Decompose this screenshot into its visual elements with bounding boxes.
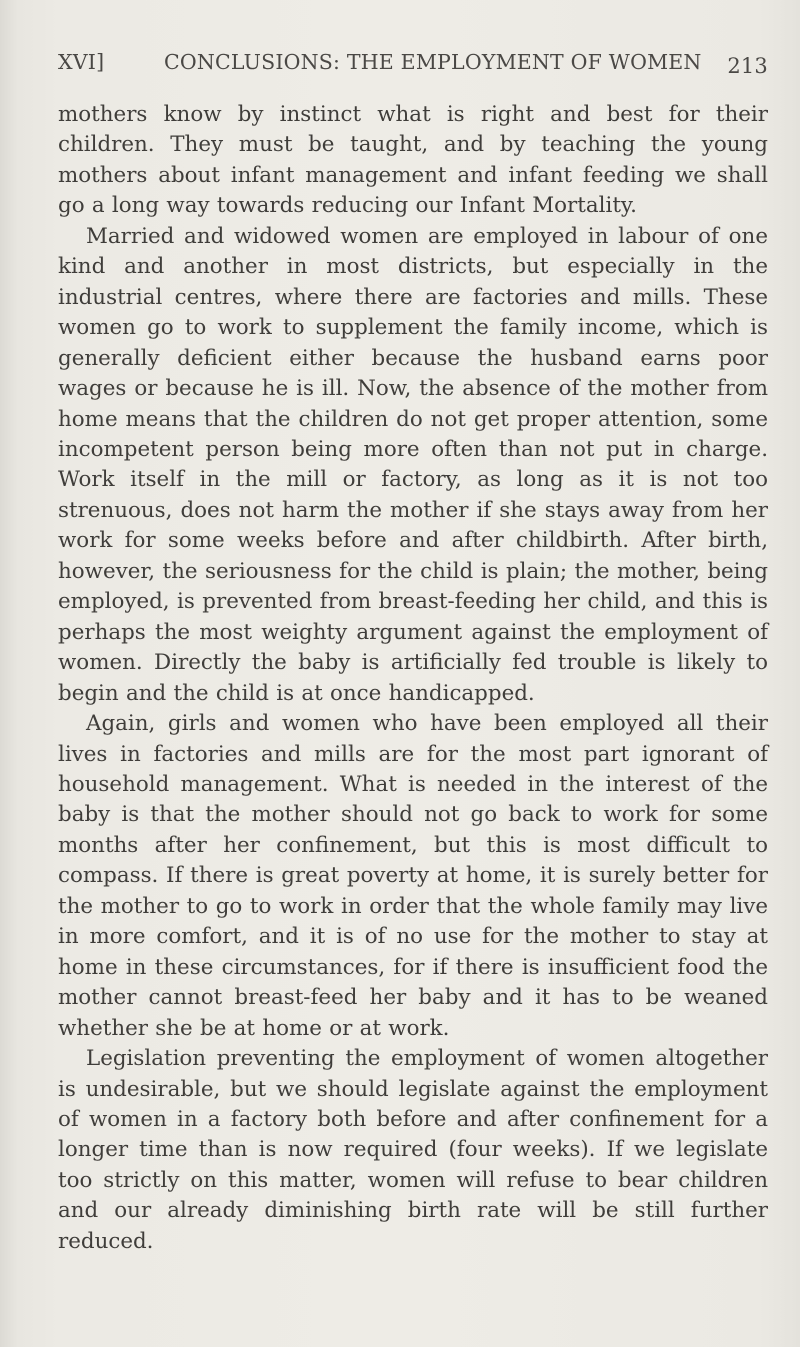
paragraph-legislation: Legislation preventing the employment of women altogether is undesirable, but we should legislate against the employment of women in a factory both before and after confinement for a longer time than is now required (four weeks). If we legislate too strictly on this matter, women will refuse to bear children and our already diminishing birth rate will be still further reduced.	[58, 1046, 768, 1254]
paragraph-girls-and-women: Again, girls and women who have been employed all their lives in factories and mills are for the most part ignorant of household management. What is needed in the interest of the baby is that the mother should not go back to work for some months after her confinement, but this is most difficult to compass. If there is great poverty at home, it is surely better for the mother to go to work in order that the whole family may live in more comfort, and it is of no use for the mother to stay at home in these circumstances, for if there is insufficient food the mother cannot breast-feed her baby and it has to be weaned whether she be at home or at work.	[58, 711, 768, 1041]
body-text	[58, 100, 768, 1257]
running-head	[58, 50, 768, 80]
page-number: 213	[727, 54, 768, 78]
running-title: CONCLUSIONS: THE EMPLOYMENT OF WOMEN	[164, 50, 702, 74]
paragraph-continued: mothers know by instinct what is right and best for their children. They must be taught, and by teaching the young mothers about infant management and infant feeding we shall go a long way towards reducing our Infant Mortality.	[58, 102, 768, 219]
chapter-number: XVI]	[58, 50, 105, 74]
paragraph-married-women: Married and widowed women are employed in labour of one kind and another in most districts, but especially in the industrial centres, where there are factories and mills. These women go to work to supplement the family income, which is generally deficient either because the husband earns poor wages or because he is ill. Now, the absence of the mother from home means that the children do not get proper attention, some incompetent person being more often than not put in charge. Work itself in the mill or factory, as long as it is not too strenuous, does not harm the mother if she stays away from her work for some weeks before and after childbirth. After birth, however, the seriousness for the child is plain; the mother, being employed, is prevented from breast-feeding her child, and this is perhaps the most weighty argument against the employment of women. Directly the baby is artificially fed trouble is likely to begin and the child is at once handicapped.	[58, 223, 768, 706]
